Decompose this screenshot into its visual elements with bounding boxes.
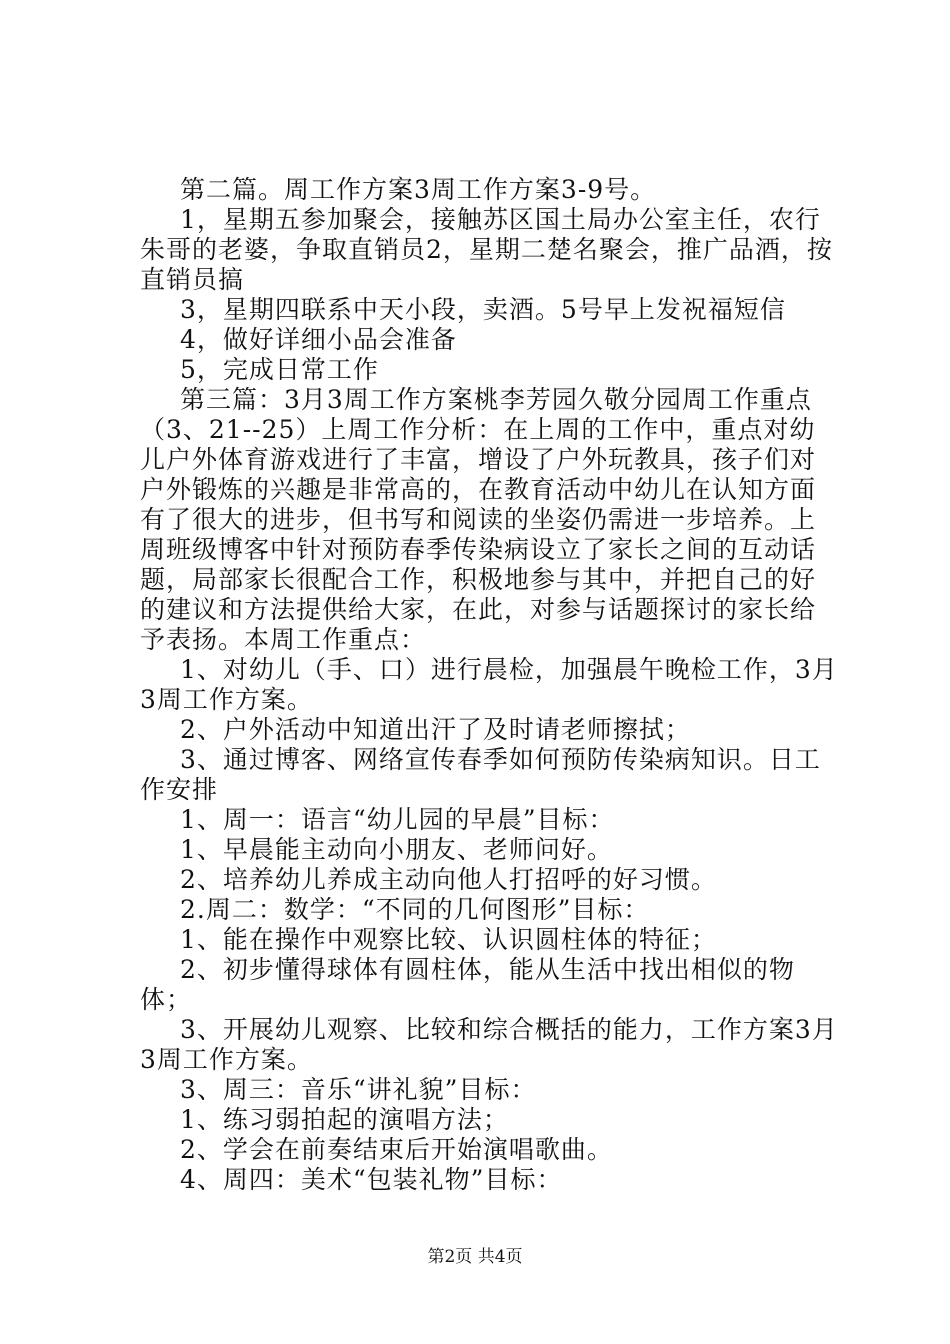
paragraph: 5，完成日常工作 [180, 355, 379, 384]
paragraph: 3、周三：音乐“讲礼貌”目标： [180, 1075, 537, 1104]
paragraph: 2、户外活动中知道出汗了及时请老师擦拭； [180, 715, 691, 744]
document-body [140, 175, 840, 1195]
paragraph: 1、对幼儿（手、口）进行晨检，加强晨午晚检工作，3月3周工作方案。 [140, 655, 838, 714]
paragraph: 1、能在操作中观察比较、认识圆柱体的特征； [180, 925, 717, 954]
paragraph: 1，星期五参加聚会，接触苏区国土局办公室主任，农行朱哥的老婆，争取直销员2，星期二楚名聚会，推广品酒，按直销员搞 [140, 205, 833, 294]
paragraph: 3，星期四联系中天小段，卖酒。5号早上发祝福短信 [180, 295, 786, 324]
paragraph: 第二篇。周工作方案3周工作方案3-9号。 [180, 175, 657, 204]
paragraph: 1、早晨能主动向小朋友、老师问好。 [180, 835, 613, 864]
paragraph: 3、开展幼儿观察、比较和综合概括的能力，工作方案3月3周工作方案。 [140, 1015, 838, 1074]
paragraph: 1、练习弱拍起的演唱方法； [180, 1105, 509, 1134]
paragraph: 3、通过博客、网络宣传春季如何预防传染病知识。日工作安排 [140, 745, 821, 804]
paragraph: 第三篇：3月3周工作方案桃李芳园久敬分园周工作重点（3、21--25）上周工作分析：在上周的工作中，重点对幼儿户外体育游戏进行了丰富，增设了户外玩教具，孩子们对户外锻炼的兴趣是非常高的，在教育活动中幼儿在认知方面有了很大的进步，但书写和阅读的坐姿仍需进一步培养。上周班级博客中针对预防春季传染病设立了家长之间的互动话题，局部家长很配合工作，积极地参与其中，并把自己的好的建议和方法提供给大家，在此，对参与话题探讨的家长给予表扬。本周工作重点： [140, 385, 817, 654]
paragraph: 2.周二：数学：“不同的几何图形”目标： [180, 895, 650, 924]
paragraph: 2、培养幼儿养成主动向他人打招呼的好习惯。 [180, 865, 717, 894]
paragraph: 4、周四：美术“包装礼物”目标： [180, 1165, 563, 1194]
page-number-footer: 第2页 共4页 [427, 1247, 523, 1267]
paragraph: 2、初步懂得球体有圆柱体，能从生活中找出相似的物体； [140, 955, 795, 1014]
paragraph: 4，做好详细小品会准备 [180, 325, 457, 354]
paragraph: 2、学会在前奏结束后开始演唱歌曲。 [180, 1135, 613, 1164]
paragraph: 1、周一：语言“幼儿园的早晨”目标： [180, 805, 615, 834]
